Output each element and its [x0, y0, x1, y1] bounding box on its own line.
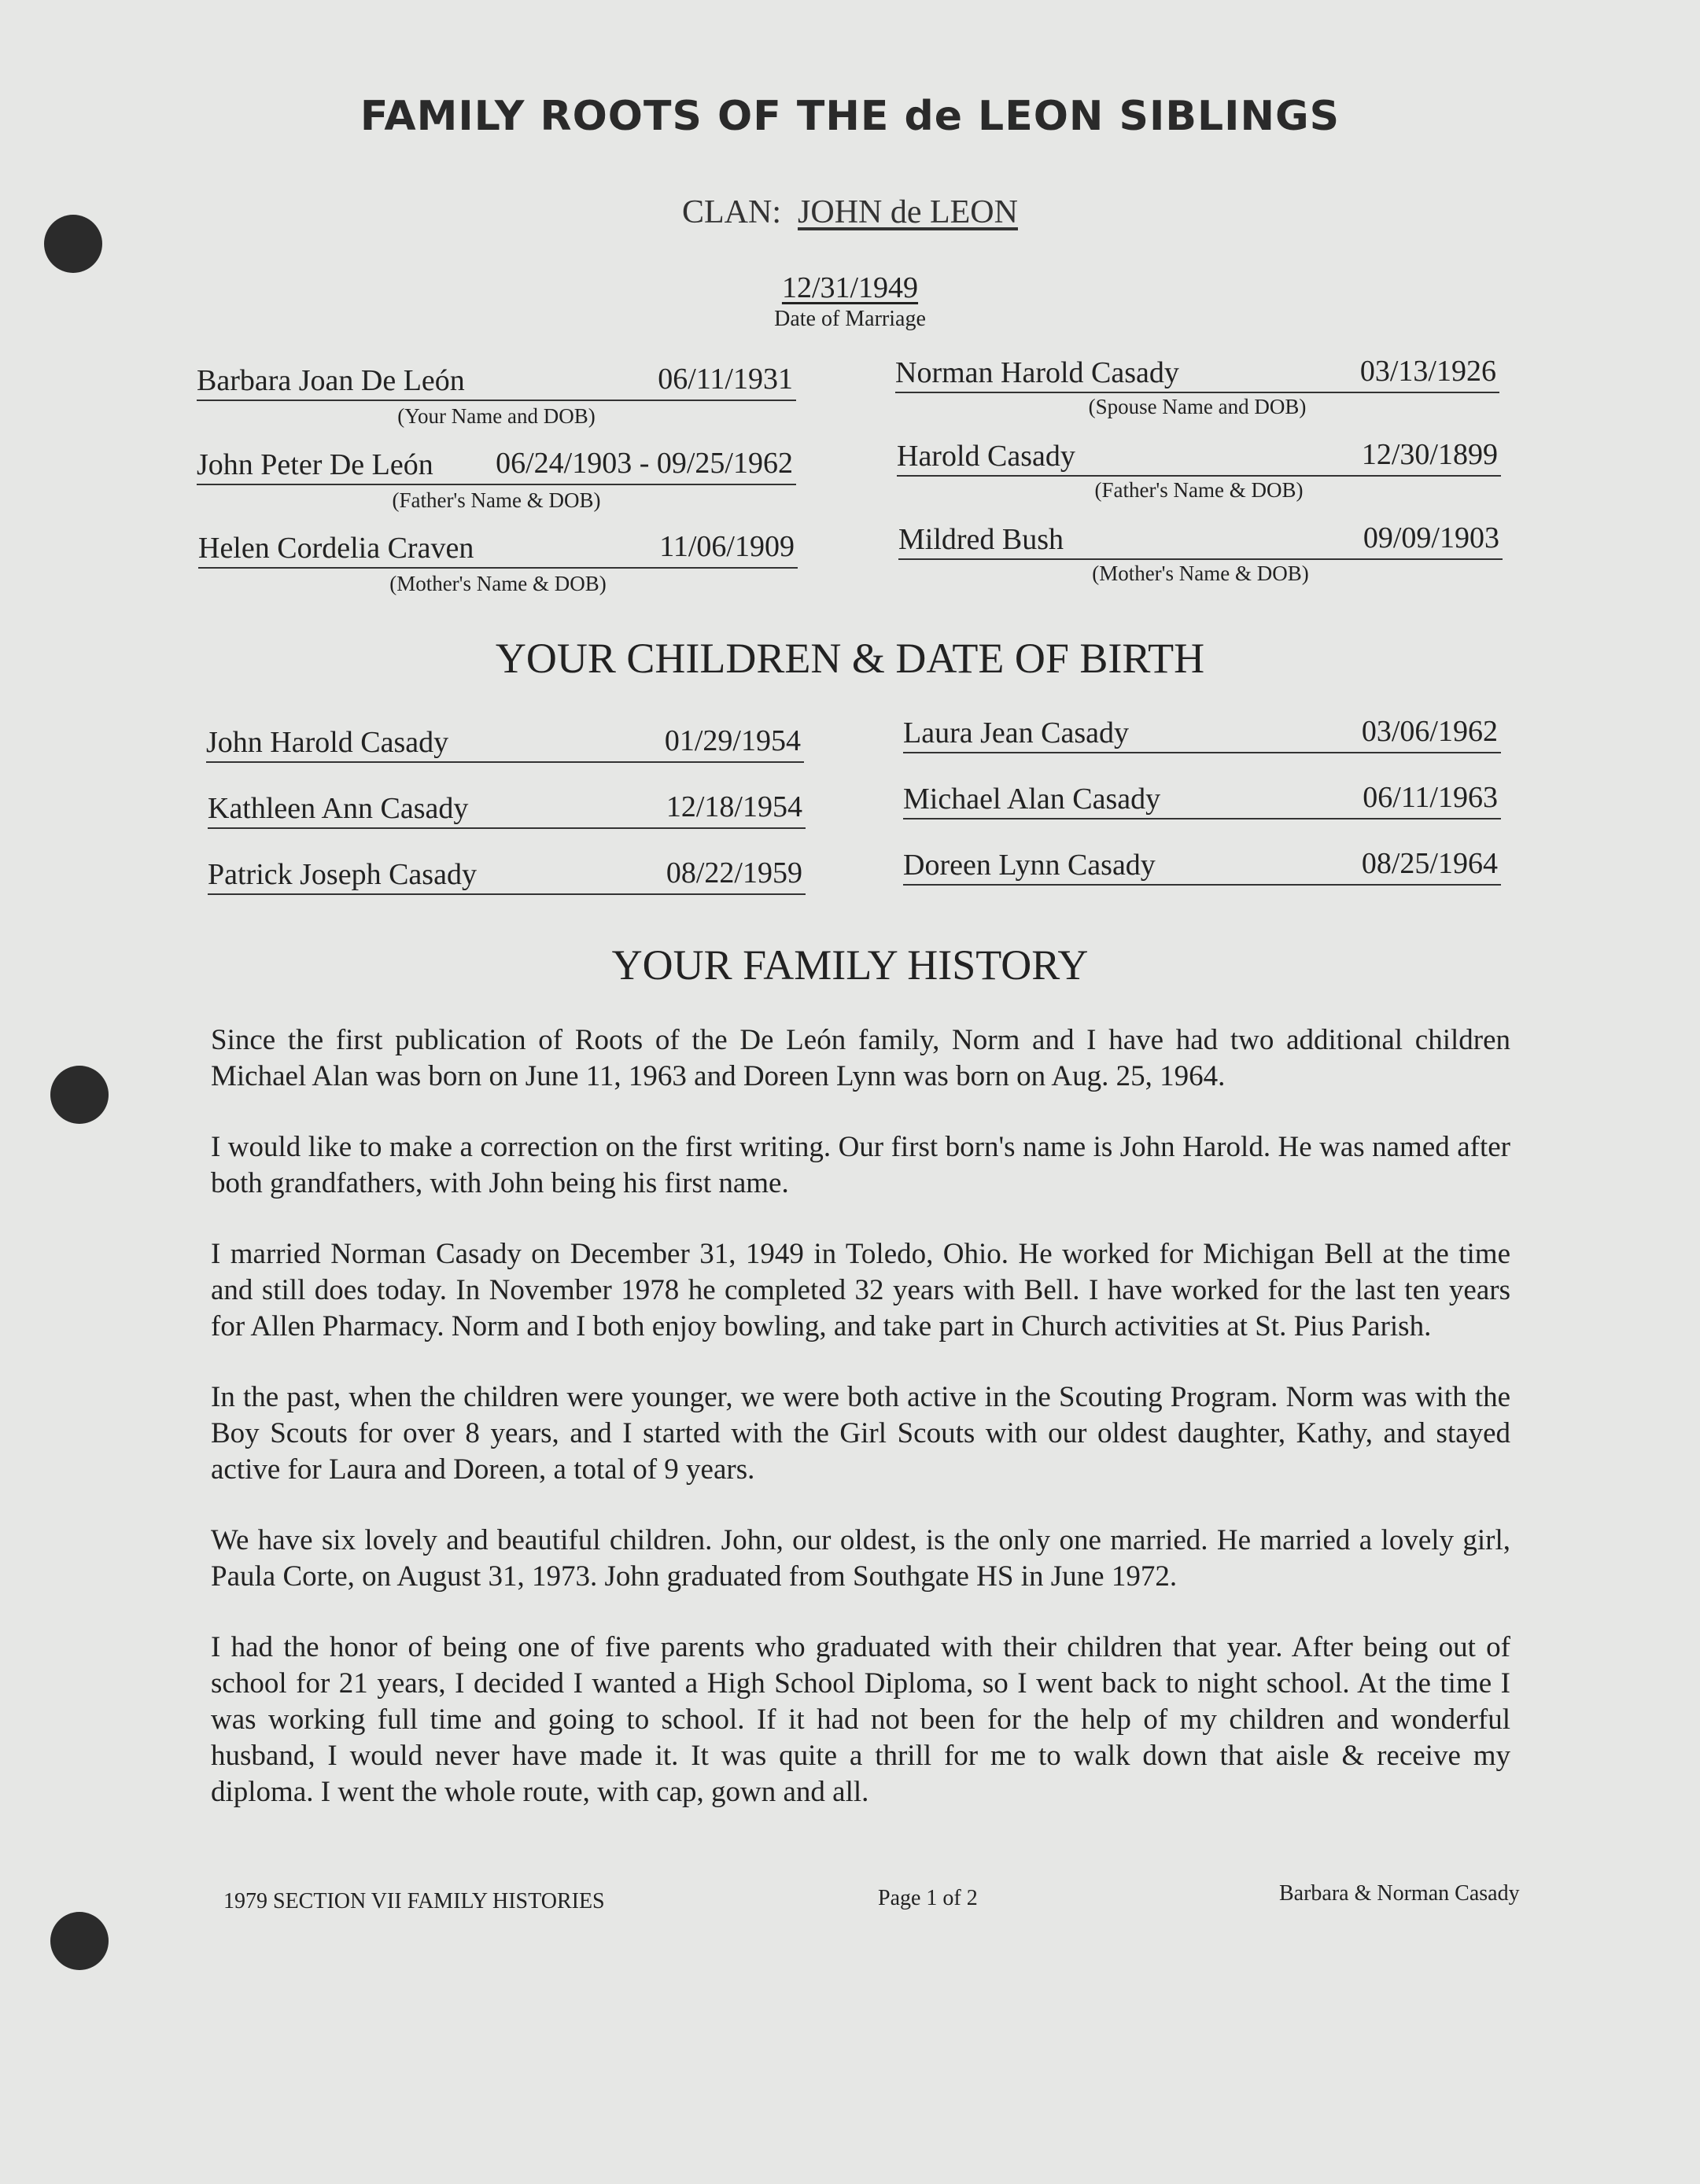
clan-name: JOHN de LEON: [798, 194, 1018, 230]
child-name: John Harold Casady: [206, 726, 449, 759]
footer-section: 1979 SECTION VII FAMILY HISTORIES: [223, 1889, 605, 1913]
history-paragraph: I had the honor of being one of five parents who graduated with their children that year. After being out of school for 21 years, I decided I wanted a High School Diploma, so I went back to night school. At the time I was working full time and going to school. If it had not been for the help of my children and wonderful husband, I would never have made it. It was quite a thrill for me to walk down that aisle & receive my diploma. I went the whole route, with cap, gown and all.: [211, 1631, 1510, 1808]
child-name: Kathleen Ann Casady: [208, 792, 469, 825]
child-row: [206, 724, 804, 763]
field-date: 09/09/1903: [1363, 521, 1499, 554]
underline: [198, 567, 798, 569]
underline: [898, 558, 1503, 560]
spouse-father-field: [897, 437, 1501, 477]
marriage-date: 12/31/1949: [781, 271, 919, 304]
history-paragraph: Since the first publication of Roots of the De León family, Norm and I have had two additional children Michael Alan was born on June 11, 1963 and Doreen Lynn was born on Aug. 25, 1964.: [211, 1024, 1510, 1092]
history-paragraph: I married Norman Casady on December 31, 1949 in Toledo, Ohio. He worked for Michigan Bell at the time and still does today. In November 1978 he completed 32 years with Bell. I have worked for the last ten years for Allen Pharmacy. Norm and I both enjoy bowling, and take part in Church activities at St. Pius Parish.: [211, 1238, 1510, 1342]
child-dob: 08/22/1959: [666, 856, 802, 889]
child-dob: 08/25/1964: [1361, 847, 1498, 880]
page-title: FAMILY ROOTS OF THE de LEON SIBLINGS: [360, 93, 1340, 140]
field-date: 03/13/1926: [1359, 355, 1496, 388]
underline: [897, 475, 1501, 477]
footer-page-number: Page 1 of 2: [878, 1886, 978, 1910]
child-row: [903, 714, 1501, 753]
field-caption: (Spouse Name and DOB): [1088, 395, 1307, 418]
children-heading: YOUR CHILDREN & DATE OF BIRTH: [495, 635, 1205, 682]
father-name-field: [197, 446, 796, 485]
binder-hole: [50, 1066, 109, 1124]
footer-author: Barbara & Norman Casady: [1279, 1881, 1520, 1906]
child-name: Michael Alan Casady: [903, 783, 1161, 816]
underline: [903, 818, 1501, 819]
child-name: Doreen Lynn Casady: [903, 849, 1156, 882]
underline: [895, 392, 1499, 393]
underline: [208, 893, 806, 895]
underline: [903, 884, 1501, 886]
field-date: 11/06/1909: [659, 530, 795, 563]
binder-hole: [50, 1912, 109, 1970]
field-name: Mildred Bush: [898, 523, 1064, 556]
child-dob: 03/06/1962: [1361, 715, 1498, 748]
field-caption: (Your Name and DOB): [397, 404, 596, 428]
field-caption: (Father's Name & DOB): [1094, 478, 1304, 502]
mother-name-field: [198, 529, 798, 569]
spouse-mother-field: [898, 521, 1503, 560]
underline: [206, 761, 804, 763]
child-name: Laura Jean Casady: [903, 716, 1129, 749]
underline: [197, 400, 796, 401]
history-paragraph: I would like to make a correction on the first writing. Our first born's name is John Harold. He was named after both grandfathers, with John being his first name.: [211, 1131, 1510, 1199]
child-row: [903, 846, 1501, 886]
field-caption: (Mother's Name & DOB): [1092, 562, 1309, 585]
underline: [903, 752, 1501, 753]
clan-label: CLAN:: [682, 194, 782, 230]
field-name: Barbara Joan De León: [197, 364, 465, 397]
history-text: [211, 1022, 1510, 1845]
field-date: 06/11/1931: [658, 363, 793, 396]
child-dob: 06/11/1963: [1363, 781, 1498, 814]
history-paragraph: We have six lovely and beautiful children. John, our oldest, is the only one married. He married a lovely girl, Paula Corte, on August 31, 1973. John graduated from Southgate HS in June 1972.: [211, 1524, 1510, 1593]
field-name: John Peter De León: [197, 448, 433, 481]
marriage-caption: Date of Marriage: [774, 307, 926, 331]
your-name-field: [197, 362, 796, 401]
child-row: [208, 790, 806, 829]
underline: [197, 484, 796, 485]
field-caption: (Father's Name & DOB): [392, 488, 601, 512]
underline: [208, 827, 806, 829]
field-date: 12/30/1899: [1361, 438, 1498, 471]
spouse-name-field: [895, 354, 1499, 393]
clan-line: [0, 193, 1700, 231]
field-date: 06/24/1903 - 09/25/1962: [496, 447, 793, 480]
field-name: Harold Casady: [897, 440, 1075, 473]
field-name: Helen Cordelia Craven: [198, 532, 474, 565]
child-name: Patrick Joseph Casady: [208, 858, 477, 891]
field-caption: (Mother's Name & DOB): [389, 572, 607, 595]
field-name: Norman Harold Casady: [895, 356, 1179, 389]
child-dob: 12/18/1954: [666, 790, 802, 823]
child-row: [903, 780, 1501, 819]
history-heading: YOUR FAMILY HISTORY: [611, 941, 1089, 989]
history-paragraph: In the past, when the children were younger, we were both active in the Scouting Program. Norm was with the Boy Scouts for over 8 years, and I started with the Girl Scouts with our oldest daughter, Kathy, and stayed active for Laura and Doreen, a total of 9 years.: [211, 1381, 1510, 1486]
child-row: [208, 856, 806, 895]
child-dob: 01/29/1954: [664, 724, 801, 757]
